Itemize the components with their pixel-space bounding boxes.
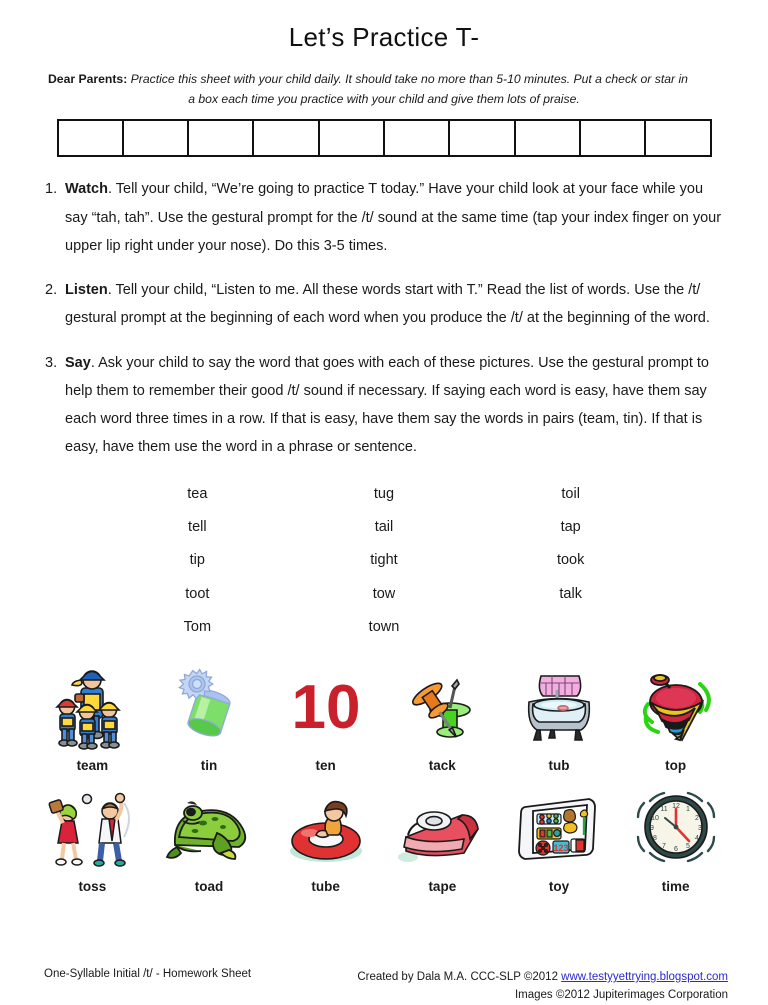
instruction-steps xyxy=(39,175,729,461)
step-text-3: Say. Ask your child to say the word that goes with each of these pictures. Use the gestural prompt to help them to remember their good /t/ sound if necessary. If saying each word is easy, have them say each word three times in a row. If that is easy, have them say the words in pairs (team, tin). If that is easy, have them use the word in a phrase or sentence. xyxy=(65,354,709,456)
picture-card-toy xyxy=(501,779,618,894)
toad-frog-clipart xyxy=(157,779,261,875)
picture-caption-tube: tube xyxy=(311,879,340,895)
practice-checkbox-1[interactable] xyxy=(59,121,124,155)
word-toot: toot xyxy=(185,585,210,602)
word-tug: tug xyxy=(373,485,395,502)
svg-text:4: 4 xyxy=(694,835,699,843)
word-tip: tip xyxy=(189,552,205,569)
footer-images-line: Images ©2012 Jupiterimages Corporation xyxy=(514,989,728,1002)
footer-credit-line xyxy=(357,968,728,986)
footer-blog-link[interactable]: www.testyyettrying.blogspot.com xyxy=(561,971,728,983)
tape-dispenser-clipart xyxy=(390,779,494,875)
practice-checkbox-strip[interactable] xyxy=(57,119,712,157)
picture-caption-toy: toy xyxy=(548,879,570,895)
picture-grid xyxy=(34,658,734,894)
svg-text:5: 5 xyxy=(685,843,690,851)
instruction-step-3 xyxy=(39,349,729,462)
clock-clipart xyxy=(624,779,728,875)
practice-checkbox-5[interactable] xyxy=(320,121,385,155)
practice-checkbox-4[interactable] xyxy=(254,121,319,155)
picture-caption-team: team xyxy=(76,758,109,774)
svg-text:12: 12 xyxy=(671,803,680,811)
step-heading-1: Watch xyxy=(65,181,108,198)
toy-board-clipart xyxy=(507,779,611,875)
step-text-2: Listen. Tell your child, “Listen to me. All these words start with T.” Read the list of words. Use the /t/ gestural prompt at the beginning of each word when you produce the /t/ at the beginning of the word. xyxy=(65,282,710,327)
instruction-step-1 xyxy=(39,175,729,260)
team-clipart xyxy=(40,658,144,754)
word-tom: Tom xyxy=(183,619,212,636)
step-text-1: Watch. Tell your child, “We’re going to practice T today.” Have your child look at your face while you say “tah, tah”. Use the gestural prompt for the /t/ sound at the same time (tap your index finger on your upper lip right under your nose). Do this 3-5 times. xyxy=(65,181,722,254)
picture-card-tube xyxy=(267,779,384,894)
word-tell: tell xyxy=(188,518,207,535)
word-list xyxy=(104,478,664,645)
picture-card-tack xyxy=(384,658,501,773)
dear-parents-text-2: a box each time you practice with your child and give them lots of praise. xyxy=(188,92,580,107)
picture-card-top xyxy=(617,658,734,773)
footer-sheet-title: One-Syllable Initial /t/ - Homework Sheet xyxy=(44,968,252,980)
picture-caption-top: top xyxy=(665,758,687,774)
word-talk: talk xyxy=(559,585,582,602)
dear-parents-text-1: Practice this sheet with your child daily. It should take no more than 5-10 minutes. Put a check or star in xyxy=(130,72,688,86)
picture-caption-toss: toss xyxy=(78,879,107,895)
word-took: took xyxy=(556,552,585,569)
svg-text:10: 10 xyxy=(291,673,361,743)
svg-text:1: 1 xyxy=(685,806,690,814)
tin-can-clipart xyxy=(157,658,261,754)
picture-caption-ten: ten xyxy=(315,758,336,774)
practice-checkbox-8[interactable] xyxy=(516,121,581,155)
word-tap: tap xyxy=(560,518,581,535)
practice-checkbox-7[interactable] xyxy=(450,121,515,155)
word-toil: toil xyxy=(561,485,580,502)
picture-card-tape xyxy=(384,779,501,894)
step-heading-3: Say xyxy=(65,354,91,371)
page-title: Let’s Practice T- xyxy=(288,22,480,52)
bathtub-clipart xyxy=(507,658,611,754)
word-tail: tail xyxy=(374,518,394,535)
picture-caption-tub: tub xyxy=(548,758,570,774)
step-number-2: 2. xyxy=(45,282,58,299)
picture-card-toss xyxy=(34,779,151,894)
svg-text:3: 3 xyxy=(697,825,702,833)
inner-tube-clipart xyxy=(274,779,378,875)
svg-text:7: 7 xyxy=(661,843,666,851)
step-number-1: 1. xyxy=(45,181,58,198)
svg-text:6: 6 xyxy=(673,846,678,854)
dear-parents-note xyxy=(48,69,720,109)
practice-checkbox-9[interactable] xyxy=(581,121,646,155)
picture-card-ten xyxy=(267,658,384,773)
picture-caption-tack: tack xyxy=(428,758,456,774)
picture-card-tin xyxy=(151,658,268,773)
picture-card-tub xyxy=(501,658,618,773)
picture-caption-tin: tin xyxy=(200,758,218,774)
svg-text:11: 11 xyxy=(660,806,668,814)
word-tight: tight xyxy=(370,552,398,569)
picture-row-2 xyxy=(34,779,734,894)
dear-parents-colon: : xyxy=(123,72,128,86)
svg-text:123: 123 xyxy=(553,843,569,854)
dear-parents-label: Dear Parents xyxy=(48,72,124,86)
picture-caption-toad: toad xyxy=(194,879,224,895)
footer-credits xyxy=(357,968,728,1005)
picture-card-time xyxy=(617,779,734,894)
svg-text:10: 10 xyxy=(650,815,659,823)
svg-text:2: 2 xyxy=(694,815,699,823)
word-town: town xyxy=(368,619,400,636)
picture-card-toad xyxy=(151,779,268,894)
dear-parents-line-1 xyxy=(48,69,720,89)
picture-caption-tape: tape xyxy=(428,879,457,895)
svg-text:9: 9 xyxy=(649,825,654,833)
practice-checkbox-3[interactable] xyxy=(189,121,254,155)
step-number-3: 3. xyxy=(45,354,58,371)
instruction-step-2 xyxy=(39,276,729,333)
picture-row-1 xyxy=(34,658,734,773)
practice-checkbox-6[interactable] xyxy=(385,121,450,155)
step-heading-2: Listen xyxy=(65,282,108,299)
practice-checkbox-2[interactable] xyxy=(124,121,189,155)
footer-credit-text: Created by Dala M.A. CCC-SLP ©2012 xyxy=(357,971,562,983)
spinning-top-clipart xyxy=(624,658,728,754)
ten-number-clipart xyxy=(274,658,378,754)
word-tow: tow xyxy=(372,585,396,602)
svg-text:8: 8 xyxy=(652,835,657,843)
word-tea: tea xyxy=(187,485,208,502)
picture-caption-time: time xyxy=(661,879,690,895)
thumbtack-clipart xyxy=(390,658,494,754)
picture-card-team xyxy=(34,658,151,773)
toss-people-clipart xyxy=(40,779,144,875)
practice-checkbox-10[interactable] xyxy=(646,121,709,155)
